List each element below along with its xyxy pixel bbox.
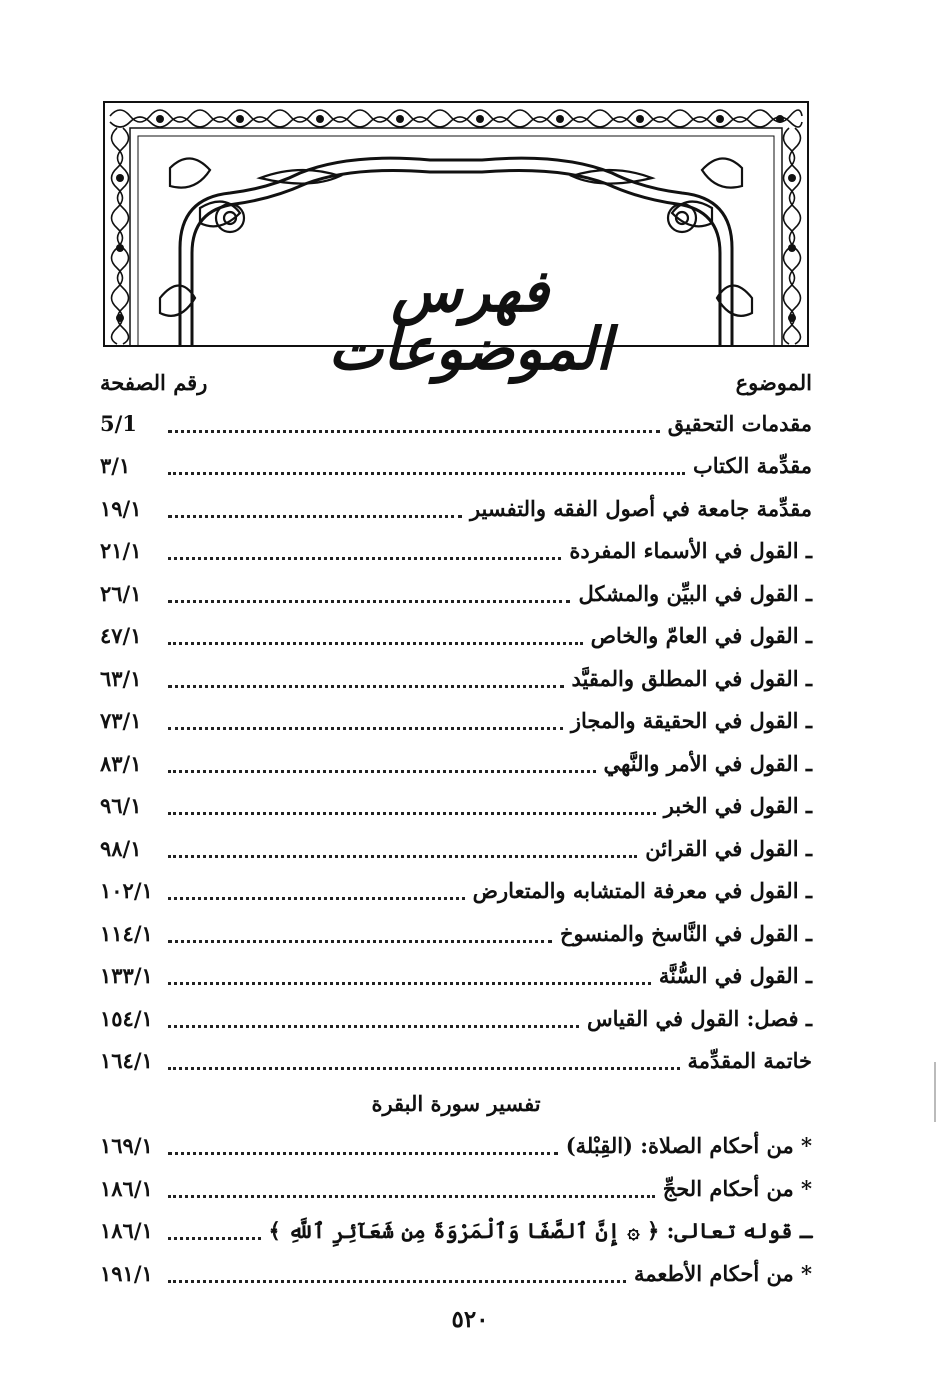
page-title: فهرس الموضوعات (328, 257, 612, 383)
dot-leader (168, 1140, 558, 1155)
toc-entry-title: ـ القول في السُّنَّة (658, 963, 812, 989)
toc-row (100, 1125, 812, 1168)
toc-entry-page: ١٨٦/١ (100, 1175, 153, 1201)
toc-entry-title: ـ القول في الأمر والنَّهي (603, 750, 812, 776)
dot-leader (168, 970, 651, 985)
dot-leader (168, 928, 552, 943)
toc-entry-page: ١٣٣/١ (100, 963, 153, 989)
toc-entry-title: ـ القول في الأسماء المفردة (569, 538, 812, 564)
table-of-contents (100, 402, 812, 1295)
toc-entry-page: 5/1 (100, 410, 137, 436)
section-entries (100, 1125, 812, 1295)
toc-entry-page: ١٠٢/١ (100, 878, 153, 904)
toc-entry-page: ١٩١/١ (100, 1260, 153, 1286)
dot-leader (168, 418, 660, 433)
dot-leader (168, 545, 561, 560)
dot-leader (168, 1055, 680, 1070)
toc-entry-page: ٩٦/١ (100, 793, 142, 819)
toc-entry-page: ٣/١ (100, 453, 131, 479)
toc-row (100, 1210, 812, 1253)
toc-row (100, 785, 812, 828)
toc-row (100, 1252, 812, 1295)
toc-row (100, 912, 812, 955)
dot-leader (168, 715, 563, 730)
toc-entry-title: مقدِّمة جامعة في أصول الفقه والتفسير (469, 495, 812, 521)
toc-entry-title: ـ القول في العامّ والخاص (590, 623, 812, 649)
page-number: ٥٢٠ (451, 1306, 489, 1333)
toc-row (100, 657, 812, 700)
toc-entry-title: ـ القول في البيِّن والمشكل (578, 580, 812, 606)
toc-entry-page: ١٨٦/١ (100, 1218, 153, 1244)
dot-leader (168, 630, 583, 645)
dot-leader (168, 1013, 579, 1028)
section-title: تفسير سورة البقرة (371, 1090, 541, 1116)
toc-row (100, 1040, 812, 1083)
toc-entry-title: ـ فصل: القول في القياس (586, 1005, 812, 1031)
dot-leader (168, 1183, 655, 1198)
toc-entry-title: ـ القول في المطلق والمقيَّد (571, 665, 812, 691)
dot-leader (168, 673, 564, 688)
toc-entry-title: مقدمات التحقيق (667, 410, 812, 436)
toc-entry-title: ـ القول في النَّاسخ والمنسوخ (559, 920, 812, 946)
toc-row (100, 955, 812, 998)
toc-entry-page: ٢٦/١ (100, 580, 142, 606)
dot-leader (168, 503, 462, 518)
dot-leader (168, 843, 637, 858)
toc-entry-title: خاتمة المقدِّمة (687, 1048, 812, 1074)
toc-entry-title: ـ القول في الحقيقة والمجاز (570, 708, 812, 734)
dot-leader (168, 758, 596, 773)
dot-leader (168, 1225, 261, 1240)
topic-column-label: الموضوع (735, 369, 812, 395)
toc-header (100, 366, 812, 398)
scan-margin-mark (934, 1062, 936, 1122)
toc-entry-title: ـ القول في القرائن (645, 835, 812, 861)
page-column-label: رقم الصفحة (100, 369, 208, 395)
toc-entry-page: ٩٨/١ (100, 835, 142, 861)
dot-leader (168, 1268, 626, 1283)
toc-entry-page: ٨٣/١ (100, 750, 142, 776)
toc-row (100, 827, 812, 870)
toc-entry-title: مقدِّمة الكتاب (692, 453, 812, 479)
toc-entry-page: ١١٤/١ (100, 920, 153, 946)
dot-leader (168, 460, 685, 475)
dot-leader (168, 885, 465, 900)
toc-entry-page: ١٥٤/١ (100, 1005, 153, 1031)
toc-row (100, 487, 812, 530)
toc-row (100, 572, 812, 615)
toc-entry-page: ٢١/١ (100, 538, 142, 564)
toc-row (100, 402, 812, 445)
toc-entry-page: ١٩/١ (100, 495, 142, 521)
toc-row (100, 445, 812, 488)
toc-row (100, 1167, 812, 1210)
toc-row (100, 870, 812, 913)
toc-entry-title: * من أحكام الحجِّ (662, 1175, 812, 1201)
section-heading (100, 1082, 812, 1125)
dot-leader (168, 800, 656, 815)
toc-entry-page: ١٦٤/١ (100, 1048, 153, 1074)
toc-entry-title: * من أحكام الصلاة: (القِبْلة) (565, 1133, 812, 1159)
dot-leader (168, 588, 570, 603)
toc-entry-title: ـ قوله تعالى: ﴿ ۞ إِنَّ ٱلصَّفَا وَٱلْمَرْوَةَ مِن شَعَآئِرِ ٱللَّهِ ﴾ (268, 1218, 812, 1244)
toc-entry-page: ١٦٩/١ (100, 1133, 153, 1159)
toc-row (100, 615, 812, 658)
toc-entry-page: ٤٧/١ (100, 623, 142, 649)
toc-entry-page: ٧٣/١ (100, 708, 142, 734)
toc-entry-title: ـ القول في الخبر (663, 793, 812, 819)
toc-entry-page: ٦٣/١ (100, 665, 142, 691)
toc-entry-title: * من أحكام الأطعمة (633, 1260, 812, 1286)
toc-row (100, 997, 812, 1040)
toc-row (100, 700, 812, 743)
toc-entry-title: ـ القول في معرفة المتشابه والمتعارض (472, 878, 812, 904)
toc-row (100, 742, 812, 785)
toc-row (100, 530, 812, 573)
toc-entries (100, 402, 812, 1082)
